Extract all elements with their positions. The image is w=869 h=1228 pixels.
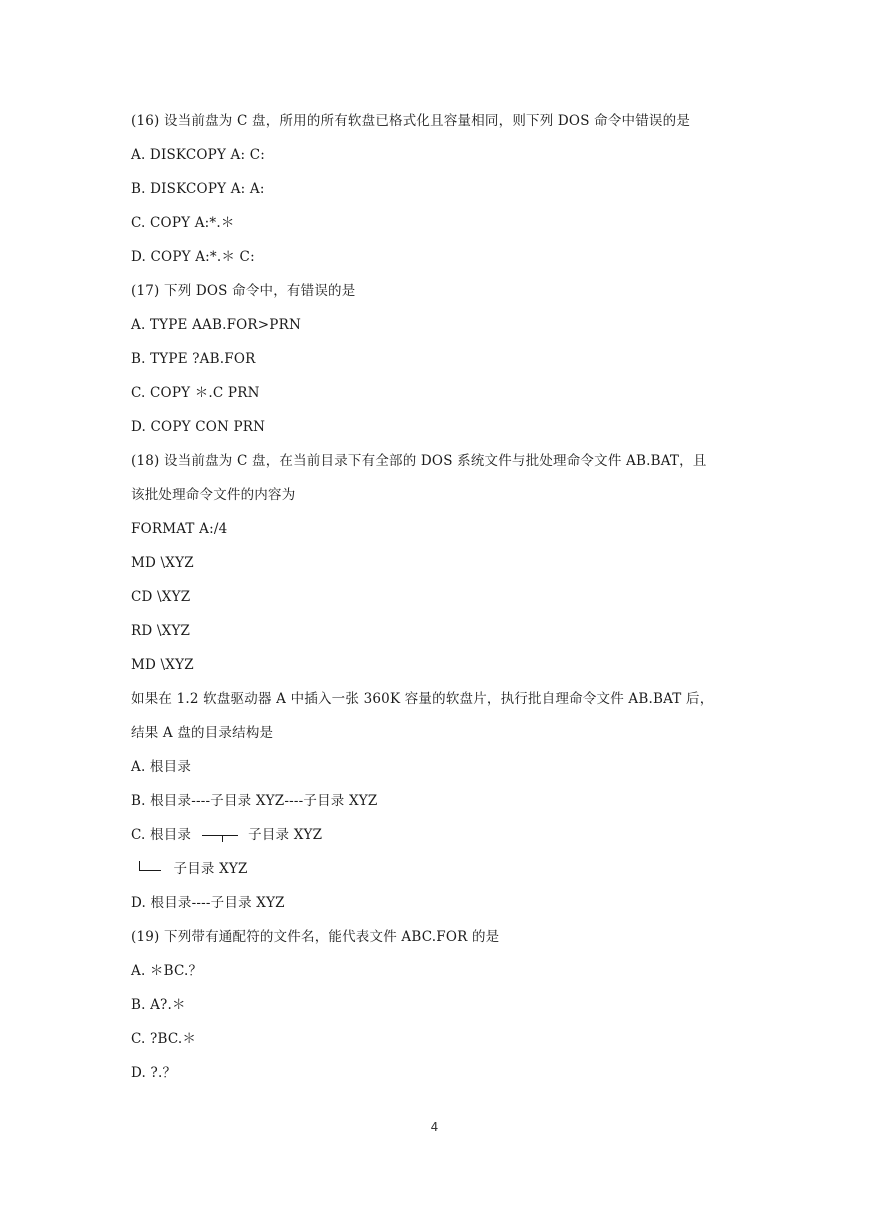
- question-18-option-c: [131, 825, 751, 845]
- batch-command-md-1: MD \XYZ: [131, 555, 194, 571]
- question-17-option-b: B. TYPE ?AB.FOR: [131, 351, 256, 367]
- question-17-option-d: D. COPY CON PRN: [131, 419, 266, 435]
- question-17-stem: (17) 下列 DOS 命令中，有错误的是: [131, 283, 356, 299]
- question-19-option-a: A. ＊BC.？: [131, 963, 203, 979]
- option-c-root-label: C. 根目录: [131, 827, 192, 843]
- question-19-stem: (19) 下列带有通配符的文件名，能代表文件 ABC.FOR 的是: [131, 929, 500, 945]
- question-18-stem-line-1: (18) 设当前盘为 C 盘，在当前目录下有全部的 DOS 系统文件与批处理命令文件 AB.BAT，且: [131, 453, 707, 469]
- question-18-option-d: D. 根目录----子目录 XYZ: [131, 895, 285, 911]
- option-c-branch-subdir-label: 子目录 XYZ: [173, 861, 248, 877]
- batch-command-md-2: MD \XYZ: [131, 657, 194, 673]
- page-content: [131, 111, 751, 1097]
- question-17-option-c: C. COPY ＊.C PRN: [131, 385, 260, 401]
- question-18-option-b: B. 根目录----子目录 XYZ----子目录 XYZ: [131, 793, 378, 809]
- question-19-option-b: B. A?.＊: [131, 997, 186, 1013]
- batch-command-cd: CD \XYZ: [131, 589, 191, 605]
- question-18-condition-line-2: 结果 A 盘的目录结构是: [131, 725, 274, 741]
- question-16-option-c: C. COPY A:*.＊: [131, 215, 235, 231]
- question-19-option-d: D. ?.？: [131, 1065, 177, 1081]
- batch-command-rd: RD \XYZ: [131, 623, 191, 639]
- question-17-option-a: A. TYPE AAB.FOR>PRN: [131, 317, 301, 333]
- tree-branch-connector-icon: [202, 831, 238, 841]
- question-18-condition-line-1: 如果在 1.2 软盘驱动器 A 中插入一张 360K 容量的软盘片，执行批自理命令文件 AB.BAT 后，: [131, 691, 714, 707]
- question-18-option-a: A. 根目录: [131, 759, 192, 775]
- page-number: 4: [430, 1120, 439, 1134]
- question-16-option-b: B. DISKCOPY A: A:: [131, 181, 265, 197]
- question-16-stem: (16) 设当前盘为 C 盘，所用的所有软盘已格式化且容量相同，则下列 DOS 命令中错误的是: [131, 113, 691, 129]
- tree-corner-connector-icon: [139, 864, 161, 876]
- question-18-option-c-branch: [131, 859, 751, 879]
- question-16-option-d: D. COPY A:*.＊ C:: [131, 249, 255, 265]
- batch-command-format: FORMAT A:/4: [131, 521, 228, 537]
- question-16-option-a: A. DISKCOPY A: C:: [131, 147, 266, 163]
- option-c-subdir-label: 子目录 XYZ: [248, 827, 323, 843]
- question-18-stem-line-2: 该批处理命令文件的内容为: [131, 487, 296, 503]
- question-19-option-c: C. ?BC.＊: [131, 1031, 197, 1047]
